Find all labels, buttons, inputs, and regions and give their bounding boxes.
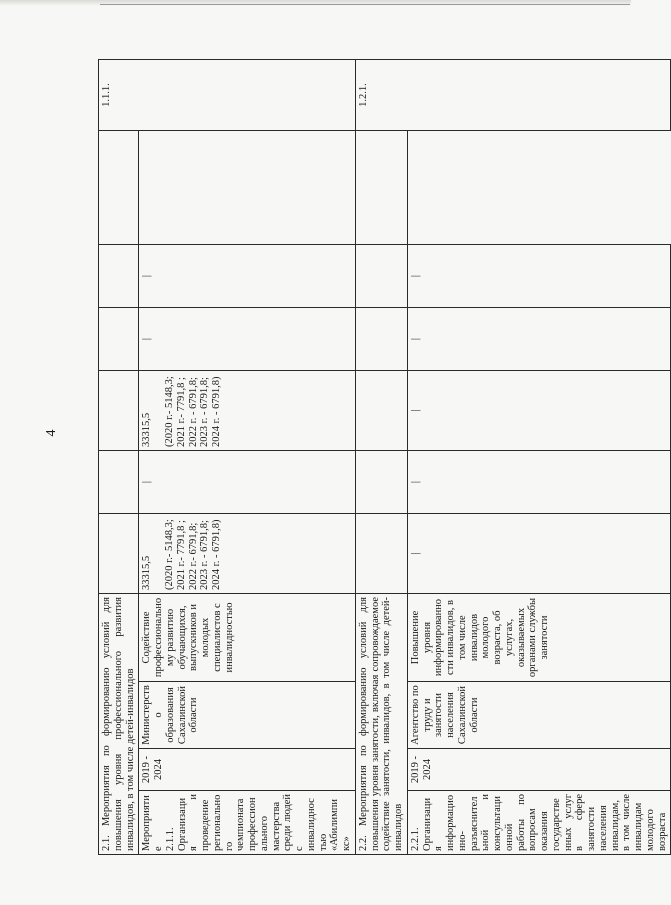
amount-year: (2020 г.- 5148,3; [164,376,175,447]
cell [99,308,139,371]
col-2-2-2-1: | [407,451,671,514]
amount-year: 2021 г.- 7791,8 ; [175,520,187,590]
amount-year: 2023 г. - 6791,8; [199,520,211,590]
measure-title: 2.1.1. Организация и проведение регионального чемпионата профессионального мастерства среди людей с инвалидностью «Абилимпикс» [164,794,352,851]
measure-label: Мероприятие [141,795,164,851]
cell [99,514,139,594]
measures-table [98,59,671,855]
rotated-table-frame [98,60,668,855]
scan-edge [0,0,631,6]
code-1-2-1: 1.2.1. [355,60,671,131]
page-number: 4 [44,429,59,437]
scan-rule [100,4,630,5]
amount-total: 33315,5 [141,555,153,590]
cell [99,371,139,451]
cell [355,131,407,245]
cell [355,514,407,594]
col-5-2-1-1: | [139,245,356,308]
amount-total: 33315,5 [141,412,153,447]
section-heading-2-2: 2.2. Мероприятия по формированию условий для повышения уровня занятости, включая сопровождаемое содействие занятости, инвалидов, в том числе детей-инвалидов [355,594,407,855]
col-4-2-1-1: | [139,308,356,371]
measure-2-2-1: 2.2.1. Организация информационно-разъяснительной и консультационной работы по вопросам оказания государственных услуг в сфере занятости населения инвалидам, в том числе инвалидам молодого возраста [407,791,671,855]
measure-2-1-1 [139,791,356,855]
cell [355,308,407,371]
amount-year: 2023 г. - 6791,8; [199,377,211,447]
col-4-2-2-1: | [407,308,671,371]
executor-2-1-1: Министерство образования Сахалинской области [139,682,356,749]
amount-year: 2024 г. - 6791,8) [211,376,222,447]
period-2-1-1: 2019 - 2024 [139,749,356,791]
cell [99,451,139,514]
amount-year: 2022 г.- 6791,8; [187,522,199,590]
amount-year: 2024 г. - 6791,8) [211,519,222,590]
cell [99,131,139,245]
result-2-1-1: Содействие профессиональному развитию обучающихся, выпускников и молодых специалистов с инвалидностью [139,594,356,682]
result-2-2-1: Повышение уровня информированности инвалидов, в том числе инвалидов молодого возраста, об услугах, оказываемых органами службы занятости [407,594,671,682]
code-1-1-1: 1.1.1. [99,60,356,131]
cell [355,245,407,308]
executor-2-2-1: Агентство по труду и занятости населения Сахалинской области [407,682,671,749]
cell [355,371,407,451]
amount-year: (2020 г.- 5148,3; [164,519,175,590]
col-2-2-1-1: | [139,451,356,514]
period-2-2-1: 2019 - 2024 [407,749,671,791]
amount-2-2-1-1 [139,371,356,451]
col-3-2-2-1: | [407,371,671,451]
amount-year: 2021 г.- 7791,8 ; [175,377,187,447]
amount-year: 2022 г. - 6791,8; [187,377,199,447]
section-heading-2-1: 2.1. Мероприятия по формированию условий для повышения уровня профессионального развития инвалидов, в том числе детей-инвалидов [99,594,139,855]
col-1-2-2-1: | [407,514,671,594]
cell [355,451,407,514]
col-5-2-2-1: | [407,245,671,308]
amount-1-2-1-1 [139,514,356,594]
rotated-table-area [98,60,668,855]
cell [99,245,139,308]
